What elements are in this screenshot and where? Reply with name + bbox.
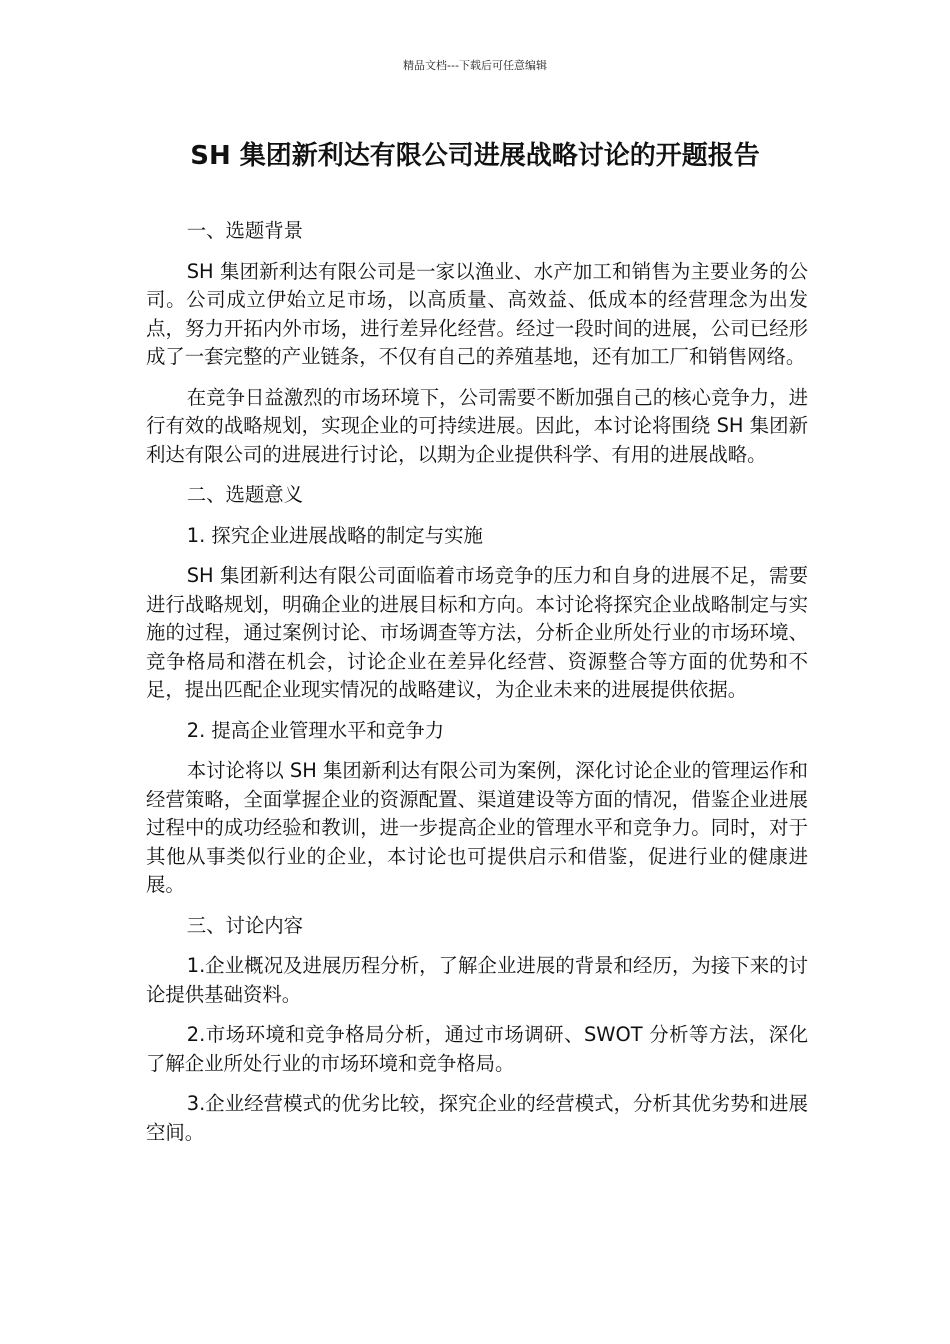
section-heading-significance: 二、选题意义 [186,483,304,506]
page-header-note: 精品文档---下载后可任意编辑 [403,59,547,72]
section-heading-content: 三、讨论内容 [186,913,304,937]
section-heading-background: 一、选题背景 [186,219,304,242]
paragraph-competition: 在竞争日益激烈的市场环境下，公司需要不断加强自己的核心竞争力，进行有效的战略规划，实现企业的可持续进展。因此，本讨论将围绕 SH 集团新利达有限公司的进展进行讨论，以期为企业提供科学、有用的进展战略。 [146,385,808,466]
content-item-3: 3.企业经营模式的优劣比较，探究企业的经营模式，分析其优劣势和进展空间。 [146,1092,808,1144]
paragraph-company-intro: SH 集团新利达有限公司是一家以渔业、水产加工和销售为主要业务的公司。公司成立伊始立足市场，以高质量、高效益、低成本的经营理念为出发点，努力开拓内外市场，进行差异化经营。经过一段时间的进展，公司已经形成了一套完整的产业链条，不仅有自己的养殖基地，还有加工厂和销售网络。 [146,259,808,368]
document-body [146,217,808,1159]
subheading-strategy: 1. 探究企业进展战略的制定与实施 [186,523,483,547]
subheading-management: 2. 提高企业管理水平和竞争力 [186,718,445,742]
document-title: SH 集团新利达有限公司进展战略讨论的开题报告 [190,141,760,171]
paragraph-management: 本讨论将以 SH 集团新利达有限公司为案例，深化讨论企业的管理运作和经营策略，全面掌握企业的资源配置、渠道建设等方面的情况，借鉴企业进展过程中的成功经验和教训，进一步提高企业的管理水平和竞争力。同时，对于其他从事类似行业的企业，本讨论也可提供启示和借鉴，促进行业的健康进展。 [146,759,808,896]
content-item-1: 1.企业概况及进展历程分析，了解企业进展的背景和经历，为接下来的讨论提供基础资料。 [146,954,808,1006]
content-item-2: 2.市场环境和竞争格局分析，通过市场调研、SWOT 分析等方法，深化了解企业所处行业的市场环境和竞争格局。 [146,1023,808,1075]
paragraph-strategy: SH 集团新利达有限公司面临着市场竞争的压力和自身的进展不足，需要进行战略规划，明确企业的进展目标和方向。本讨论将探究企业战略制定与实施的过程，通过案例讨论、市场调查等方法，分析企业所处行业的市场环境、竞争格局和潜在机会，讨论企业在差异化经营、资源整合等方面的优势和不足，提出匹配企业现实情况的战略建议，为企业未来的进展提供依据。 [146,564,808,701]
